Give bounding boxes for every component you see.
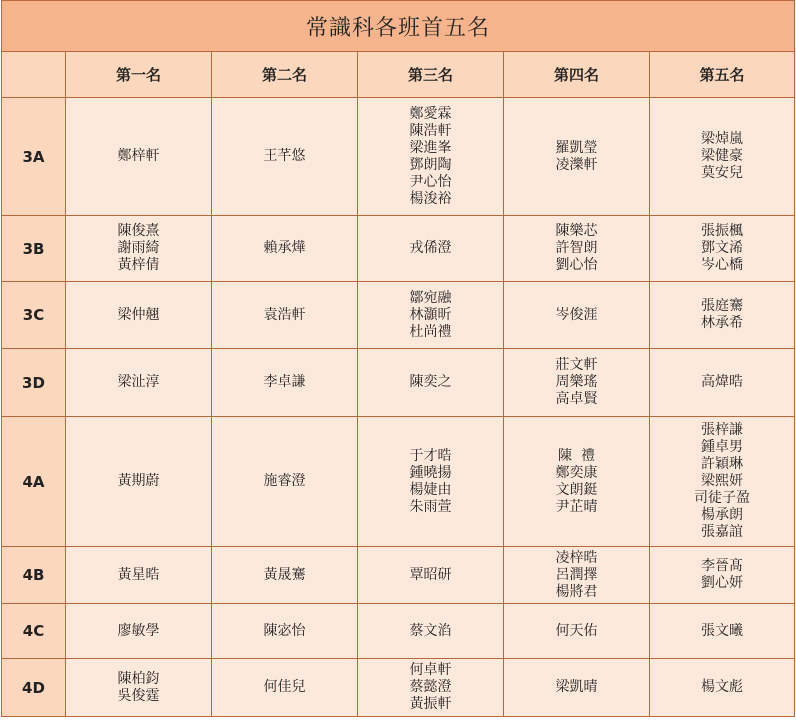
student-name: 李卓謙 xyxy=(263,374,306,390)
class-label: 3B xyxy=(2,216,66,282)
student-name: 黃振軒 xyxy=(409,696,452,712)
student-name: 吳俊霆 xyxy=(117,687,160,704)
student-name: 高卓賢 xyxy=(555,391,598,407)
rank-1-cell xyxy=(66,216,212,282)
table-row xyxy=(2,547,795,604)
student-name: 陳俊熹 xyxy=(117,223,160,239)
student-name: 呂潤擇 xyxy=(555,566,598,583)
rank-2-cell xyxy=(212,547,358,604)
class-label: 4D xyxy=(2,659,66,717)
rank-3-cell xyxy=(358,417,504,547)
student-name: 尹心怡 xyxy=(409,173,452,190)
student-name: 陳宓怡 xyxy=(263,622,306,639)
table-row xyxy=(2,282,795,349)
student-name: 文朗鋌 xyxy=(555,481,598,498)
student-name: 陳浩軒 xyxy=(409,122,452,139)
student-name: 司徒子盈 xyxy=(694,490,751,506)
class-label: 4C xyxy=(2,604,66,659)
table-row xyxy=(2,604,795,659)
rank-3-cell xyxy=(358,547,504,604)
rank-4-cell xyxy=(504,216,650,282)
student-name: 賴承燁 xyxy=(263,240,306,256)
student-name: 岑心橋 xyxy=(701,257,744,273)
student-name: 何天佑 xyxy=(555,622,598,639)
student-name: 何佳兒 xyxy=(263,679,306,695)
table-row xyxy=(2,98,795,216)
student-name: 杜尚禮 xyxy=(409,323,452,340)
student-name: 許智朗 xyxy=(555,240,598,256)
student-name: 鄧文浠 xyxy=(701,240,744,256)
rank-4-cell xyxy=(504,604,650,659)
rank-5-cell xyxy=(650,216,795,282)
header-rank-4: 第四名 xyxy=(504,52,650,98)
student-name: 鄒宛融 xyxy=(409,289,452,306)
table-row xyxy=(2,659,795,717)
student-name: 廖敏學 xyxy=(117,622,160,639)
rank-2-cell xyxy=(212,216,358,282)
rank-2-cell xyxy=(212,282,358,349)
student-name: 林承希 xyxy=(701,315,744,331)
student-name: 莊文軒 xyxy=(555,357,598,373)
header-row xyxy=(2,52,795,98)
table-row xyxy=(2,349,795,417)
rank-3-cell xyxy=(358,282,504,349)
student-name: 梁凱晴 xyxy=(555,679,598,695)
student-name: 覃昭研 xyxy=(409,566,452,583)
header-rank-3: 第三名 xyxy=(358,52,504,98)
student-name: 蔡文淊 xyxy=(409,622,452,639)
rank-5-cell xyxy=(650,604,795,659)
rank-3-cell xyxy=(358,98,504,216)
student-name: 羅凱瑩 xyxy=(555,139,598,156)
student-name: 施睿澄 xyxy=(263,473,306,489)
student-name: 鍾卓男 xyxy=(701,439,744,455)
student-name: 梁熙妍 xyxy=(701,473,744,489)
student-name: 鍾曉揚 xyxy=(409,464,452,481)
student-name: 楊承朗 xyxy=(701,507,744,523)
student-name: 黃期蔚 xyxy=(117,473,160,489)
student-name: 梁仲翹 xyxy=(117,306,160,323)
rank-2-cell xyxy=(212,98,358,216)
student-name: 林灝昕 xyxy=(409,306,452,323)
rank-3-cell xyxy=(358,604,504,659)
student-name: 凌濼軒 xyxy=(555,156,598,173)
student-name: 梁沚淳 xyxy=(117,374,160,390)
student-name: 袁浩軒 xyxy=(263,306,306,323)
corner-header xyxy=(2,52,66,98)
student-name: 莫安兒 xyxy=(701,165,744,181)
rank-1-cell xyxy=(66,417,212,547)
rank-4-cell xyxy=(504,282,650,349)
student-name: 黃晟騫 xyxy=(263,566,306,583)
student-name: 陳奕之 xyxy=(409,374,452,390)
rank-4-cell xyxy=(504,659,650,717)
student-name: 張振楓 xyxy=(701,223,744,239)
header-rank-1: 第一名 xyxy=(66,52,212,98)
rank-3-cell xyxy=(358,349,504,417)
student-name: 楊浚裕 xyxy=(409,190,452,207)
student-name: 梁健豪 xyxy=(701,148,744,164)
rank-3-cell xyxy=(358,659,504,717)
student-name: 凌梓晧 xyxy=(555,549,598,566)
rank-5-cell xyxy=(650,417,795,547)
student-name: 梁焯嵐 xyxy=(701,131,744,147)
rank-5-cell xyxy=(650,349,795,417)
rank-5-cell xyxy=(650,282,795,349)
student-name: 高煒晧 xyxy=(701,374,744,390)
rank-1-cell xyxy=(66,659,212,717)
table-body xyxy=(2,98,795,717)
rank-2-cell xyxy=(212,417,358,547)
student-name: 鄭愛霖 xyxy=(409,105,452,122)
class-label: 3A xyxy=(2,98,66,216)
student-name: 朱雨萱 xyxy=(409,498,452,515)
rank-5-cell xyxy=(650,659,795,717)
header-rank-2: 第二名 xyxy=(212,52,358,98)
rank-4-cell xyxy=(504,349,650,417)
student-name: 鄧朗陶 xyxy=(409,156,452,173)
rank-1-cell xyxy=(66,98,212,216)
student-name: 梁進峯 xyxy=(409,139,452,156)
title-row xyxy=(2,1,795,52)
rank-4-cell xyxy=(504,98,650,216)
ranking-table xyxy=(1,0,795,717)
student-name: 戎俙澄 xyxy=(409,240,452,256)
class-label: 4A xyxy=(2,417,66,547)
table-title: 常識科各班首五名 xyxy=(2,1,795,52)
student-name: 鄭奕康 xyxy=(555,464,598,481)
class-label: 4B xyxy=(2,547,66,604)
student-name: 黃星晧 xyxy=(117,566,160,583)
student-name: 于才晧 xyxy=(409,447,452,464)
student-name: 李晉髙 xyxy=(701,558,744,574)
student-name: 張文曦 xyxy=(701,622,744,639)
class-label: 3C xyxy=(2,282,66,349)
rank-1-cell xyxy=(66,349,212,417)
rank-4-cell xyxy=(504,547,650,604)
table-row xyxy=(2,216,795,282)
rank-3-cell xyxy=(358,216,504,282)
student-name: 王芊悠 xyxy=(263,148,306,164)
student-name: 蔡懿澄 xyxy=(409,679,452,695)
student-name: 張嘉誼 xyxy=(701,524,744,540)
class-label: 3D xyxy=(2,349,66,417)
student-name: 陳柏鈞 xyxy=(117,670,160,687)
student-name: 張庭騫 xyxy=(701,298,744,314)
student-name: 楊婕由 xyxy=(409,481,452,498)
student-name: 許穎琳 xyxy=(701,456,744,472)
rank-2-cell xyxy=(212,349,358,417)
student-name: 陳樂芯 xyxy=(555,223,598,239)
student-name: 劉心妍 xyxy=(701,575,744,591)
rank-4-cell xyxy=(504,417,650,547)
student-name: 張梓謙 xyxy=(701,422,744,438)
student-name: 謝雨綺 xyxy=(117,240,160,256)
rank-1-cell xyxy=(66,604,212,659)
rank-1-cell xyxy=(66,282,212,349)
header-rank-5: 第五名 xyxy=(650,52,795,98)
rank-5-cell xyxy=(650,98,795,216)
rank-5-cell xyxy=(650,547,795,604)
student-name: 劉心怡 xyxy=(555,257,598,273)
student-name: 尹芷晴 xyxy=(555,498,598,515)
student-name: 岑俊涯 xyxy=(555,306,598,323)
student-name: 何卓軒 xyxy=(409,662,452,678)
student-name: 陳 禮 xyxy=(558,447,595,464)
student-name: 鄭梓軒 xyxy=(117,148,160,164)
student-name: 黃梓倩 xyxy=(117,257,160,273)
student-name: 楊將君 xyxy=(555,583,598,600)
table-row xyxy=(2,417,795,547)
rank-1-cell xyxy=(66,547,212,604)
rank-2-cell xyxy=(212,604,358,659)
student-name: 周樂瑤 xyxy=(555,374,598,390)
student-name: 楊文彪 xyxy=(701,679,744,695)
rank-2-cell xyxy=(212,659,358,717)
